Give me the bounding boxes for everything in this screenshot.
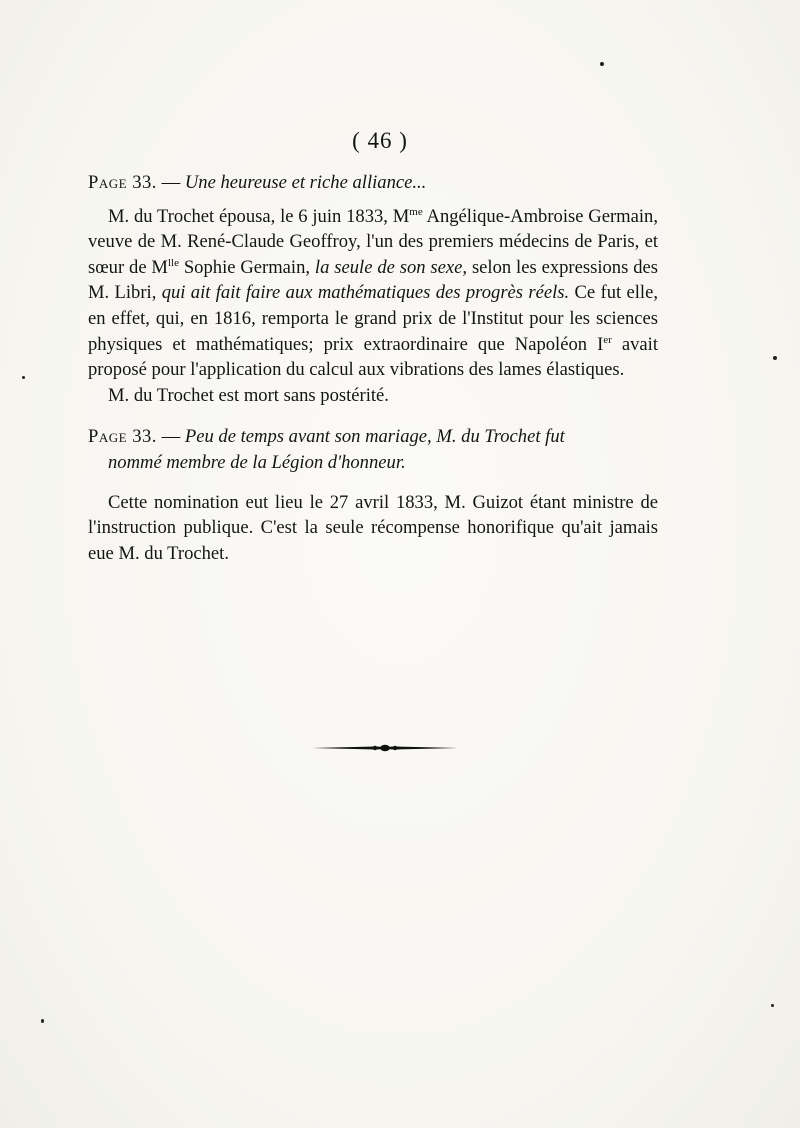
text-run: M. du Trochet épousa, le 6 juin 1833, M bbox=[108, 205, 410, 227]
section-heading-1 bbox=[88, 170, 658, 196]
page-reference: Page 33. bbox=[88, 172, 157, 193]
superscript: lle bbox=[167, 256, 179, 269]
section-title: M. du Trochet fut bbox=[436, 426, 565, 448]
heading-dash: — bbox=[161, 172, 181, 193]
section-heading-2 bbox=[88, 424, 658, 475]
paragraph-posterity: M. du Trochet est mort sans postérité. bbox=[108, 384, 389, 406]
text-run: avait proposé pour l'application du calcul aux vibrations des lames élastiques. bbox=[88, 333, 658, 381]
paper-speck bbox=[773, 356, 777, 360]
page-reference: Page 33. bbox=[88, 426, 157, 448]
heading-dash: — bbox=[161, 426, 181, 448]
italic-quote: qui ait fait faire aux mathématiques des progrès réels. bbox=[161, 282, 570, 304]
section-title: Peu de temps avant son mariage, bbox=[184, 426, 432, 448]
italic-quote: la seule de son sexe, bbox=[314, 256, 468, 278]
paper-speck bbox=[41, 1019, 44, 1023]
text-run: Ce fut elle, en effet, qui, en 1816, remporta le grand prix de l'Institut pour les sciences physiques et mathématiques; prix extraordinaire que Napoléon I bbox=[88, 282, 658, 355]
paper-speck bbox=[771, 1004, 774, 1007]
section-title-continued: nommé membre de la Légion d'honneur. bbox=[108, 451, 406, 473]
ornamental-divider bbox=[312, 741, 458, 755]
paragraph-marriage bbox=[88, 204, 658, 383]
text-run: Angélique-Ambroise Germain, veuve de M. René-Claude Geoffroy, l'un des premiers médecins de Paris, et sœur de M bbox=[88, 205, 658, 278]
page-body bbox=[88, 170, 658, 566]
paper-speck bbox=[22, 376, 25, 379]
section-title: Une heureuse et riche alliance... bbox=[184, 172, 427, 193]
text-run: Sophie Germain, bbox=[178, 256, 315, 278]
superscript: me bbox=[409, 205, 423, 218]
paper-speck bbox=[600, 62, 604, 66]
superscript: er bbox=[603, 333, 612, 346]
page-number: ( 46 ) bbox=[352, 128, 408, 153]
paragraph-nomination: Cette nomination eut lieu le 27 avril 1833, M. Guizot étant ministre de l'instruction publique. C'est la seule récompense honorifique qu'ait jamais eue M. du Trochet. bbox=[88, 491, 658, 564]
text-run: selon les expressions des M. Libri, bbox=[88, 256, 658, 304]
